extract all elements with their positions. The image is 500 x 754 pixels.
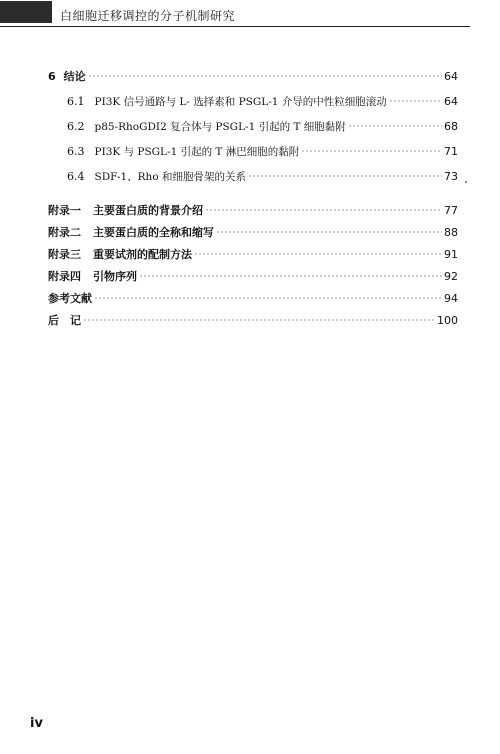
toc-leader-dots: [88, 75, 442, 77]
toc-leader-dots: [301, 150, 442, 152]
toc-entry-number: 6: [48, 70, 56, 83]
toc-entry-title: SDF-1、Rho 和细胞骨架的关系: [94, 171, 246, 183]
toc-entry-postscript[interactable]: [48, 314, 458, 328]
toc-entry-page: 77: [444, 204, 458, 217]
toc-entry-number: 6.2: [67, 120, 85, 133]
toc-leader-dots: [139, 275, 442, 277]
toc-entry-number: 附录四: [48, 270, 81, 283]
toc-entry-number: 6.3: [67, 145, 85, 158]
toc-entry-references[interactable]: [48, 292, 458, 306]
toc-entry-page: 68: [444, 120, 458, 133]
toc-leader-dots: [94, 297, 442, 299]
toc-entry-title: 结论: [63, 70, 86, 83]
toc-leader-dots: [348, 125, 442, 127]
print-speck: [465, 181, 467, 183]
toc-entry-page: 92: [444, 270, 458, 283]
page-number: iv: [30, 716, 43, 731]
toc-entry-title: p85-RhoGDI2 复合体与 PSGL-1 引起的 T 细胞黏附: [94, 121, 346, 133]
header-title: 白细胞迁移调控的分子机制研究: [60, 9, 236, 23]
toc-entry-page: 73: [444, 170, 458, 183]
toc-entry-appendix-4[interactable]: [48, 270, 458, 284]
toc-entry-chapter-6[interactable]: [48, 70, 458, 84]
toc-entry-section-6-3[interactable]: [67, 145, 458, 159]
toc-entry-page: 71: [444, 145, 458, 158]
toc-entry-title: 后 记: [48, 314, 81, 327]
toc-entry-page: 94: [444, 292, 458, 305]
toc-entry-appendix-2[interactable]: [48, 226, 458, 240]
toc-entry-page: 91: [444, 248, 458, 261]
header-rule: [0, 26, 470, 27]
toc-entry-title: PI3K 与 PSGL-1 引起的 T 淋巴细胞的黏附: [94, 146, 300, 158]
toc-entry-page: 100: [437, 314, 458, 327]
toc-entry-number: 附录一: [48, 204, 81, 217]
toc-entry-title: 主要蛋白质的全称和缩写: [93, 226, 214, 239]
toc-entry-title: 参考文献: [48, 292, 92, 305]
toc-leader-dots: [83, 319, 435, 321]
toc-leader-dots: [216, 231, 442, 233]
toc-entry-number: 6.1: [67, 95, 85, 108]
toc-entry-section-6-1[interactable]: [67, 95, 458, 109]
toc-entry-appendix-3[interactable]: [48, 248, 458, 262]
toc-leader-dots: [205, 209, 442, 211]
publisher-logo: [0, 1, 52, 23]
toc-entry-number: 附录二: [48, 226, 81, 239]
toc-entry-title: 引物序列: [93, 270, 137, 283]
toc-entry-number: 6.4: [67, 170, 85, 183]
running-header: [0, 0, 500, 26]
toc-entry-number: 附录三: [48, 248, 81, 261]
toc-leader-dots: [389, 100, 442, 102]
toc-entry-appendix-1[interactable]: [48, 204, 458, 218]
toc-entry-page: 64: [444, 95, 458, 108]
toc-entry-section-6-4[interactable]: [67, 170, 458, 184]
toc-leader-dots: [194, 253, 442, 255]
toc-entry-title: 重要试剂的配制方法: [93, 248, 192, 261]
toc-entry-section-6-2[interactable]: [67, 120, 458, 134]
toc-entry-page: 88: [444, 226, 458, 239]
toc-entry-title: 主要蛋白质的背景介绍: [93, 204, 203, 217]
toc-leader-dots: [248, 175, 442, 177]
toc-entry-page: 64: [444, 70, 458, 83]
toc-entry-title: PI3K 信号通路与 L- 选择素和 PSGL-1 介导的中性粒细胞滚动: [94, 96, 387, 108]
